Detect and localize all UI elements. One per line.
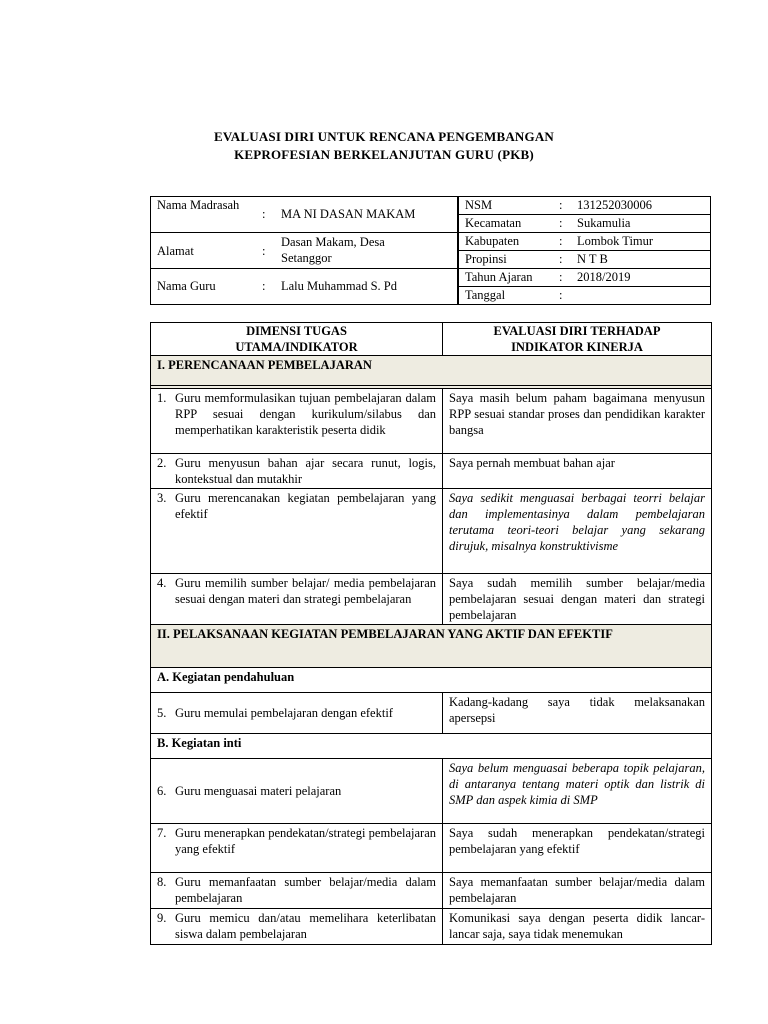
alamat-value: Dasan Makam, Desa Setanggor — [281, 235, 385, 265]
identity-right-sep: : — [559, 287, 571, 305]
guru-value: Lalu Muhammad S. Pd — [281, 279, 397, 293]
table-row — [151, 759, 712, 824]
indicator-cell — [151, 454, 443, 489]
evaluation-cell: Saya sudah menerapkan pendekatan/strategi pembelajaran yang efektif — [443, 824, 712, 873]
title-line-1: EVALUASI DIRI UNTUK RENCANA PENGEMBANGAN — [213, 129, 555, 144]
indicator — [157, 705, 436, 721]
indicator — [157, 575, 436, 607]
identity-right-table — [458, 196, 711, 305]
document-title — [0, 128, 768, 164]
section-row — [151, 356, 712, 386]
identity-right-sep: : — [559, 197, 571, 215]
identity-right-sep: : — [559, 251, 571, 269]
identity-row-alamat — [150, 233, 458, 269]
title-line-2: KEPROFESIAN BERKELANJUTAN GURU (PKB) — [234, 147, 534, 162]
indicator-cell — [151, 909, 443, 945]
indicator-text: Guru memformulasikan tujuan pembelajaran dalam RPP sesuai dengan kurikulum/silabus dan memperhatikan karakteristik peserta didik — [175, 391, 436, 437]
identity-right-row — [459, 251, 711, 269]
indicator-cell — [151, 873, 443, 909]
identity-right-value: Sukamulia — [571, 215, 711, 233]
indicator-number: 6. — [157, 784, 167, 798]
indicator-cell — [151, 574, 443, 625]
indicator — [157, 825, 436, 857]
table-row — [151, 389, 712, 454]
identity-right-row — [459, 215, 711, 233]
identity-right-value: Lombok Timur — [571, 233, 711, 251]
identity-right-value: N T B — [571, 251, 711, 269]
section-pelaksanaan: II. PELAKSANAAN KEGIATAN PEMBELAJARAN YANG AKTIF DAN EFEKTIF — [151, 625, 712, 668]
indicator — [157, 390, 436, 438]
identity-right-sep: : — [559, 215, 571, 233]
table-row — [151, 824, 712, 873]
header-dimension: DIMENSI TUGAS UTAMA/INDIKATOR — [151, 323, 443, 356]
section-row — [151, 625, 712, 668]
identity-right-sep: : — [559, 269, 571, 287]
evaluation-cell: Komunikasi saya dengan peserta didik lancar-lancar saja, saya tidak menemukan — [443, 909, 712, 945]
identity-right-label: Tanggal — [459, 287, 560, 305]
evaluation-cell: Saya pernah membuat bahan ajar — [443, 454, 712, 489]
evaluation-cell: Saya sedikit menguasai berbagai teorri belajar dan implementasinya dalam pembelajaran terutama teori-teori belajar yang sekarang dirujuk, misalnya konstruktivisme — [443, 489, 712, 574]
identity-right-row — [459, 287, 711, 305]
indicator-number: 7. — [157, 826, 167, 840]
indicator-number: 3. — [157, 491, 167, 505]
indicator-number: 8. — [157, 875, 167, 889]
identity-right-row — [459, 197, 711, 215]
alamat-sep: : — [262, 244, 266, 258]
indicator-number: 1. — [157, 391, 167, 405]
identity-right-value: 2018/2019 — [571, 269, 711, 287]
madrasah-value: MA NI DASAN MAKAM — [281, 207, 416, 221]
header-evaluation: EVALUASI DIRI TERHADAP INDIKATOR KINERJA — [443, 323, 712, 356]
indicator-text: Guru memanfaatan sumber belajar/media dalam pembelajaran — [175, 875, 436, 905]
identity-right-label: Propinsi — [459, 251, 560, 269]
table-row — [151, 574, 712, 625]
identity-right-label: Tahun Ajaran — [459, 269, 560, 287]
section-row — [151, 734, 712, 759]
indicator-cell — [151, 693, 443, 734]
indicator-cell — [151, 389, 443, 454]
identity-right-value: 131252030006 — [571, 197, 711, 215]
section-perencanaan: I. PERENCANAAN PEMBELAJARAN — [151, 356, 712, 386]
table-row — [151, 909, 712, 945]
identity-right-value — [571, 287, 711, 305]
indicator-text: Guru merencanakan kegiatan pembelajaran yang efektif — [175, 491, 436, 521]
indicator-cell — [151, 489, 443, 574]
evaluation-cell: Saya memanfaatan sumber belajar/media dalam pembelajaran — [443, 873, 712, 909]
identity-row-madrasah — [150, 196, 458, 233]
indicator-text: Guru menerapkan pendekatan/strategi pembelajaran yang efektif — [175, 826, 436, 856]
table-row — [151, 489, 712, 574]
indicator-text: Guru memicu dan/atau memelihara keterlibatan siswa dalam pembelajaran — [175, 911, 436, 941]
identity-right-row — [459, 233, 711, 251]
evaluation-cell: Saya masih belum paham bagaimana menyusun RPP sesuai standar proses dan pendidikan karakter bangsa — [443, 389, 712, 454]
indicator-text: Guru menyusun bahan ajar secara runut, logis, kontekstual dan mutakhir — [175, 456, 436, 486]
subsection-inti: B. Kegiatan inti — [151, 734, 712, 759]
subsection-pendahuluan: A. Kegiatan pendahuluan — [151, 668, 712, 693]
identity-right-label: Kecamatan — [459, 215, 560, 233]
indicator-text: Guru memilih sumber belajar/ media pembelajaran sesuai dengan materi dan strategi pembelajaran — [175, 576, 436, 606]
indicator-cell — [151, 759, 443, 824]
guru-sep: : — [262, 279, 266, 293]
indicator — [157, 455, 436, 487]
alamat-label: Alamat — [157, 244, 194, 258]
table-row — [151, 454, 712, 489]
indicator-cell — [151, 824, 443, 873]
identity-right-sep: : — [559, 233, 571, 251]
indicator-number: 2. — [157, 456, 167, 470]
table-header-row — [151, 323, 712, 356]
table-row — [151, 873, 712, 909]
guru-label: Nama Guru — [157, 279, 216, 293]
madrasah-sep: : — [262, 207, 266, 221]
section-row — [151, 668, 712, 693]
evaluation-cell: Saya belum menguasai beberapa topik pelajaran, di antaranya tentang materi optik dan listrik di SMP dan aspek kimia di SMP — [443, 759, 712, 824]
indicator-number: 5. — [157, 706, 167, 720]
identity-row-guru — [150, 269, 458, 305]
identity-right-label: NSM — [459, 197, 560, 215]
identity-right-row — [459, 269, 711, 287]
evaluation-cell: Saya sudah memilih sumber belajar/media pembelajaran sesuai dengan materi dan strategi pembelajaran — [443, 574, 712, 625]
evaluation-cell: Kadang-kadang saya tidak melaksanakan apersepsi — [443, 693, 712, 734]
indicator — [157, 783, 436, 799]
identity-right-label: Kabupaten — [459, 233, 560, 251]
indicator-number: 4. — [157, 576, 167, 590]
indicator — [157, 910, 436, 942]
indicator — [157, 874, 436, 906]
indicator-text: Guru menguasai materi pelajaran — [175, 784, 342, 798]
indicator-number: 9. — [157, 911, 167, 925]
table-row — [151, 693, 712, 734]
madrasah-label: Nama Madrasah — [157, 198, 240, 212]
indicator-text: Guru memulai pembelajaran dengan efektif — [175, 706, 393, 720]
indicator — [157, 490, 436, 522]
evaluation-table — [150, 322, 712, 945]
